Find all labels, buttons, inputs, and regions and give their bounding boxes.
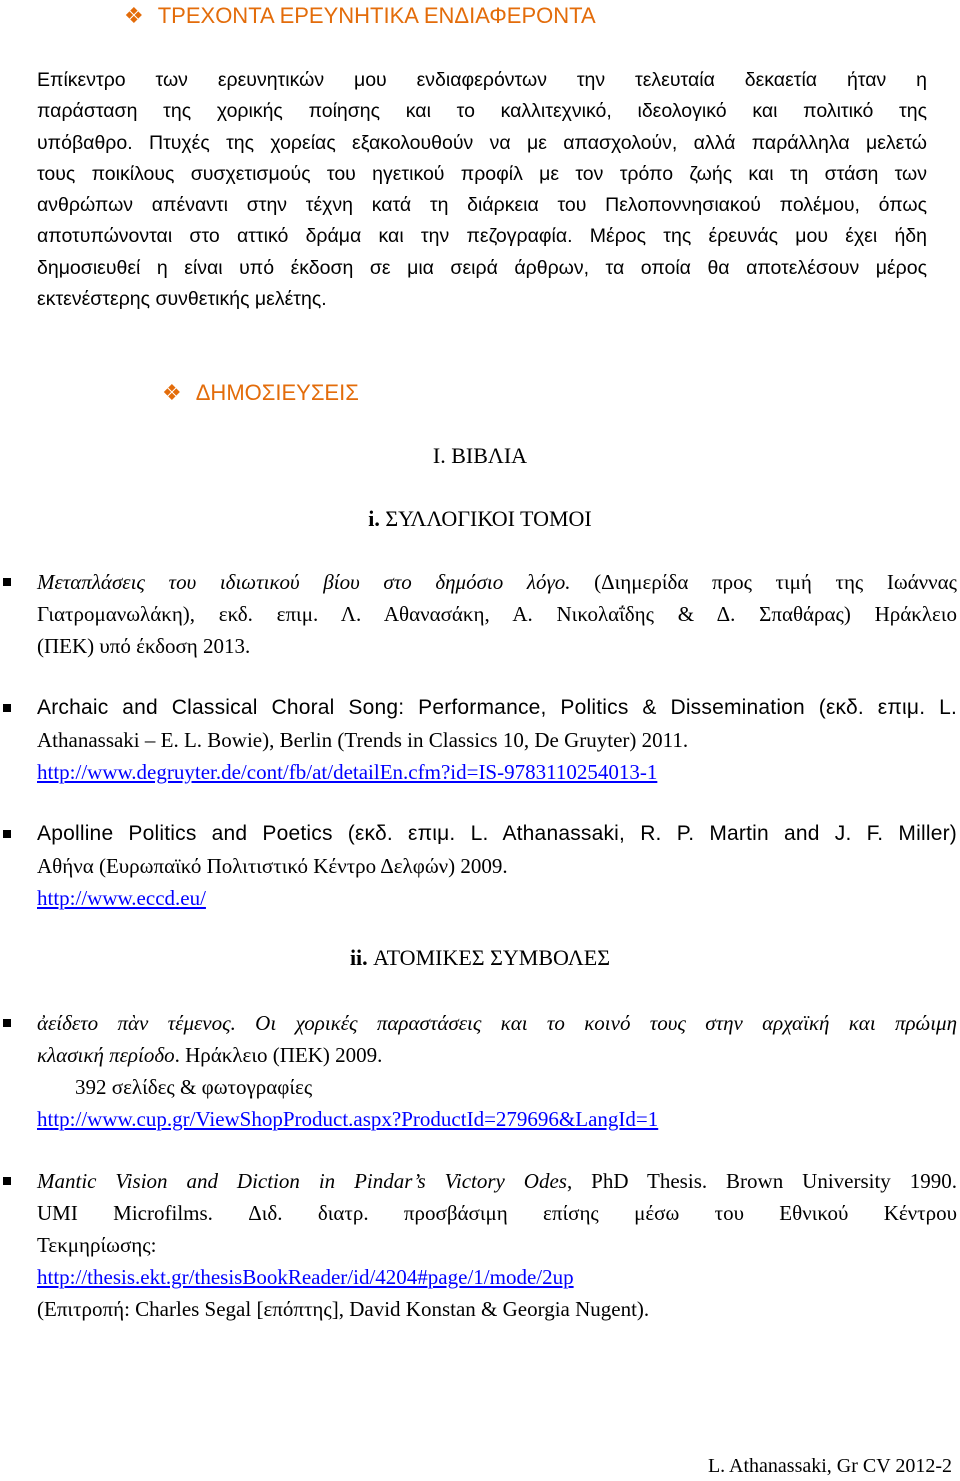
square-bullet-icon — [3, 830, 11, 838]
square-bullet-icon — [3, 1177, 11, 1185]
entry-text: (ΠΕΚ) υπό έκδοση 2013. — [37, 634, 251, 658]
page-footer: L. Athanassaki, Gr CV 2012-2 — [707, 1455, 952, 1477]
text-line: υπόβαθρο. Πτυχές της χορείας εξακολουθούν να με απασχολούν, αλλά παράλληλα μελετώ — [37, 131, 927, 154]
list-item — [37, 818, 957, 914]
entry-text: Apolline Politics and Poetics (εκδ. επιμ. L. Athanassaki, R. P. Martin and J. F. Miller) — [37, 822, 957, 845]
entry-text: UMI Microfilms. Διδ. διατρ. προσβάσιμη επίσης μέσω του Εθνικού Κέντρου — [37, 1201, 957, 1225]
section-heading-interests — [124, 3, 596, 29]
entry-text: 392 σελίδες & φωτογραφίες — [75, 1075, 313, 1099]
text-line: παράσταση της χορικής ποίησης και το καλλιτεχνικό, ιδεολογικό και πολιτικό της — [37, 100, 927, 123]
entry-text: (Επιτροπή: Charles Segal [επόπτης], David Konstan & Georgia Nugent). — [37, 1297, 650, 1321]
list-item — [37, 1007, 957, 1135]
diamond-ornament-icon: ❖ — [124, 3, 144, 28]
text-line: τους ποικίλους συσχετισμούς του ηγετικού προφίλ με τον τρόπο ζωής και τη στάση των — [37, 162, 927, 185]
entry-title: Μεταπλάσεις του ιδιωτικού βίου στο δημόσιο λόγο. — [37, 570, 571, 594]
diamond-ornament-icon: ❖ — [162, 380, 182, 405]
list-item — [37, 566, 957, 662]
section-title: ΔΗΜΟΣΙΕΥΣΕΙΣ — [195, 380, 359, 405]
square-bullet-icon — [3, 704, 11, 712]
individual-contributions-title — [0, 945, 960, 971]
section-title: ΤΡΕΧΟΝΤΑ ΕΡΕΥΝΗΤΙΚΑ ΕΝΔΙΑΦΕΡΟΝΤΑ — [157, 3, 596, 28]
degruyter-link[interactable]: http://www.degruyter.de/cont/fb/at/detailEn.cfm?id=IS-9783110254013-1 — [37, 760, 658, 784]
entry-text: Γιατρομανωλάκη), εκδ. επιμ. Λ. Αθανασάκη, Α. Νικολαΐδης & Δ. Σπαθάρας) Ηράκλειο — [37, 602, 957, 626]
text-line: εκτενέστερης συνθετικής μελέτης. — [37, 288, 327, 311]
books-title: I. ΒΙΒΛΙΑ — [432, 443, 528, 468]
text-line: αποτυπώνονται στο αττικό δράμα και την πεζογραφία. Μέρος της έρευνάς μου έχει ήδη — [37, 225, 927, 248]
entry-text: Τεκμηρίωσης: — [37, 1233, 157, 1257]
text-line: Επίκεντρο των ερευνητικών μου ενδιαφερόντων την τελευταία δεκαετία ήταν η — [37, 69, 927, 91]
cup-link[interactable]: http://www.cup.gr/ViewShopProduct.aspx?ProductId=279696&LangId=1 — [37, 1107, 659, 1131]
text-line: ανθρώπων απέναντι στην τέχνη κατά τη διάρκεια του Πελοποννησιακού πολέμου, όπως — [37, 194, 927, 217]
section-heading-publications — [162, 380, 359, 406]
collective-volumes-title — [0, 506, 960, 532]
entry-text: . Ηράκλειο (ΠΕΚ) 2009. — [174, 1043, 383, 1067]
ekt-thesis-link[interactable]: http://thesis.ekt.gr/thesisBookReader/id/4204#page/1/mode/2up — [37, 1265, 574, 1289]
entry-title: Mantic Vision and Diction in Pindar’s Victory Odes — [37, 1169, 567, 1193]
square-bullet-icon — [3, 1019, 11, 1027]
entry-text: Archaic and Classical Choral Song: Performance, Politics & Dissemination (εκδ. επιμ. L. — [37, 696, 957, 719]
eccd-link[interactable]: http://www.eccd.eu/ — [37, 886, 206, 910]
square-bullet-icon — [3, 578, 11, 586]
entry-title: κλασική περίοδο — [37, 1043, 175, 1067]
list-item — [37, 1165, 957, 1325]
roman-numeral: i. — [368, 506, 380, 531]
subsection-title: ΑΤΟΜΙΚΕΣ ΣΥΜΒΟΛΕΣ — [367, 945, 611, 970]
list-item — [37, 692, 957, 788]
entry-text: , PhD Thesis. Brown University 1990. — [566, 1169, 957, 1193]
roman-numeral: ii. — [349, 945, 368, 970]
subsection-title: ΣΥΛΛΟΓΙΚΟΙ ΤΟΜΟΙ — [379, 506, 592, 531]
entry-text: Athanassaki – E. L. Bowie), Berlin (Trends in Classics 10, De Gruyter) 2011. — [37, 728, 689, 752]
entry-title: ἀείδετο πὰν τέμενος. Οι χορικές παραστάσεις και το κοινό τους στην αρχαϊκή και πρώιμη — [37, 1011, 957, 1035]
interests-paragraph — [37, 65, 927, 315]
entry-text: Αθήνα (Ευρωπαϊκό Πολιτιστικό Κέντρο Δελφών) 2009. — [37, 854, 508, 878]
text-line: δημοσιευθεί η είναι υπό έκδοση σε μια σειρά άρθρων, τα οποία θα αποτελέσουν μέρος — [37, 256, 927, 279]
entry-text: (Διημερίδα προς τιμή της Ιωάννας — [570, 570, 957, 594]
